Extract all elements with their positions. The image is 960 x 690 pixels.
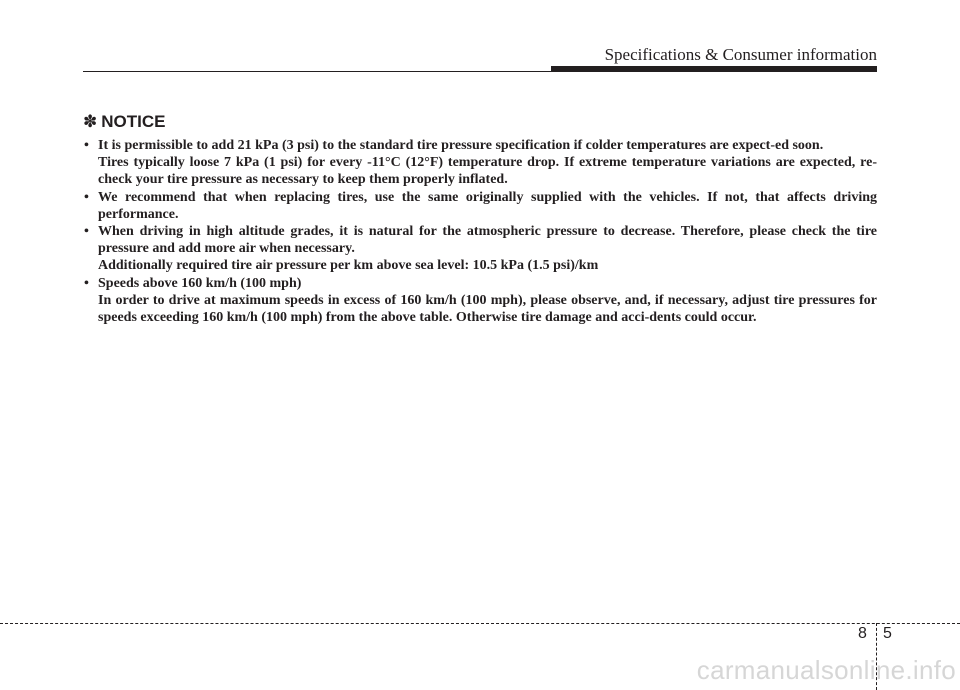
notice-item xyxy=(83,189,877,223)
watermark: carmanualsonline.info xyxy=(696,655,956,685)
footer-rule xyxy=(0,623,960,624)
notice-heading-label: NOTICE xyxy=(101,112,166,131)
notice-paragraph: We recommend that when replacing tires, use the same originally supplied with the vehicles. If not, that affects driving performance. xyxy=(98,189,877,222)
notice-paragraph: It is permissible to add 21 kPa (3 psi) to the standard tire pressure specification if colder temperatures are expect-ed soon. xyxy=(98,138,824,153)
notice-paragraph: Speeds above 160 km/h (100 mph) xyxy=(98,275,302,291)
notice-item xyxy=(83,223,877,275)
header-rule xyxy=(83,71,553,72)
notice-list xyxy=(83,137,877,326)
bullet-icon: • xyxy=(84,275,89,291)
bullet-icon: • xyxy=(84,138,89,153)
chapter-number: 8 xyxy=(858,625,867,642)
bullet-icon: • xyxy=(84,189,89,205)
notice-paragraph: Additionally required tire air pressure per km above sea level: 10.5 kPa (1.5 psi)/km xyxy=(98,258,599,274)
bullet-icon: • xyxy=(84,224,89,240)
notice-paragraph: Tires typically loose 7 kPa (1 psi) for every -11°C (12°F) temperature drop. If extreme temperature variations are expected, re-check your tire pressure as necessary to keep them properly inflated. xyxy=(98,155,877,188)
header-rule-bold xyxy=(551,66,877,72)
asterisk-icon: ✽ xyxy=(83,112,98,131)
notice-paragraph: In order to drive at maximum speeds in excess of 160 km/h (100 mph), please observe, and, if necessary, adjust tire pressures for speeds exceeding 160 km/h (100 mph) from the above table. Otherwise tire damage and acci-dents could occur. xyxy=(98,292,877,326)
header-title: Specifications & Consumer information xyxy=(604,45,877,64)
notice-item xyxy=(83,275,877,327)
notice-paragraph: When driving in high altitude grades, it is natural for the atmospheric pressure to decrease. Therefore, please check the tire pressure and add more air when necessary. xyxy=(98,224,877,257)
notice-heading xyxy=(83,112,165,132)
notice-item xyxy=(83,137,877,189)
page-number: 5 xyxy=(883,625,892,642)
